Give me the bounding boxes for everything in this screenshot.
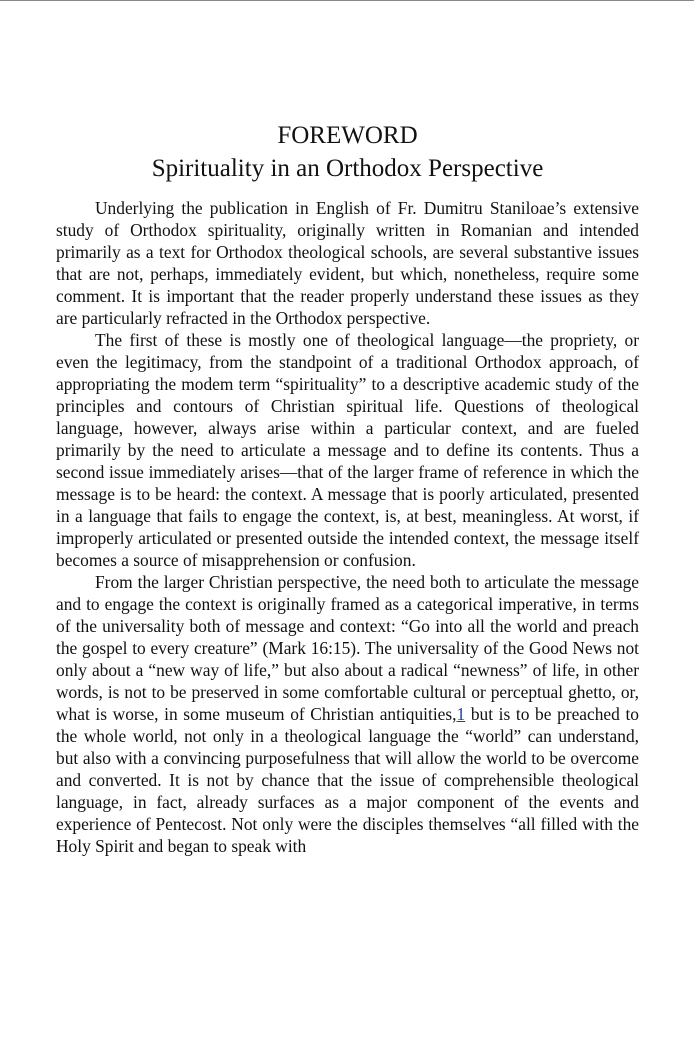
paragraph-2: The first of these is mostly one of theological language—the propriety, or even the legitimacy, from the standpoint of a traditional Orthodox approach, of appropriating the modem term “spirituality” to a descriptive academic study of the principles and contours of Christian spiritual life. Questions of theological language, however, always arise within a particular context, and are fueled primarily by the need to articulate a message and to define its contents. Thus a second issue immediately arises—that of the larger frame of reference in which the message is to be heard: the context. A message that is poorly articulated, presented in a language that fails to engage the context, is, at best, meaningless. At worst, if improperly articulated or presented outside the intended context, the message itself becomes a source of misapprehension or confusion.	[56, 330, 639, 570]
document-page	[56, 119, 639, 857]
paragraph-3-text-end: but is to be preached to the whole world, not only in a theological language the “world” can understand, but also with a convincing purposefulness that will allow the world to be overcome and converted. It is not by chance that the issue of comprehensible theological language, in fact, already surfaces as a major component of the events and experience of Pentecost. Not only were the disciples themselves “all filled with the Holy Spirit and began to speak with	[56, 704, 639, 856]
footnote-link-1[interactable]: 1	[456, 704, 466, 724]
paragraph-3	[56, 571, 639, 857]
paragraph-3-text-start: From the larger Christian perspective, the need both to articulate the message and to engage the context is originally framed as a categorical imperative, in terms of the universality both of message and context: “Go into all the world and preach the gospel to every creature” (Mark 16:15). The universality of the Good News not only about a “new way of life,” but also about a radical “newness” of life, in other words, is not to be preserved in some comfortable cultural or perceptual ghetto, or, what is worse, in some museum of Christian antiquities,	[56, 572, 639, 724]
paragraph-1: Underlying the publication in English of Fr. Dumitru Staniloae’s extensive study of Orthodox spirituality, originally written in Romanian and intended primarily as a text for Orthodox theological schools, are several substantive issues that are not, perhaps, immediately evident, but which, nonetheless, require some comment. It is important that the reader properly understand these issues as they are particularly refracted in the Orthodox perspective.	[56, 198, 639, 328]
top-border-rule	[0, 0, 694, 1]
page-subtitle: Spirituality in an Orthodox Perspective	[151, 155, 544, 182]
page-title: FOREWORD	[277, 122, 418, 149]
